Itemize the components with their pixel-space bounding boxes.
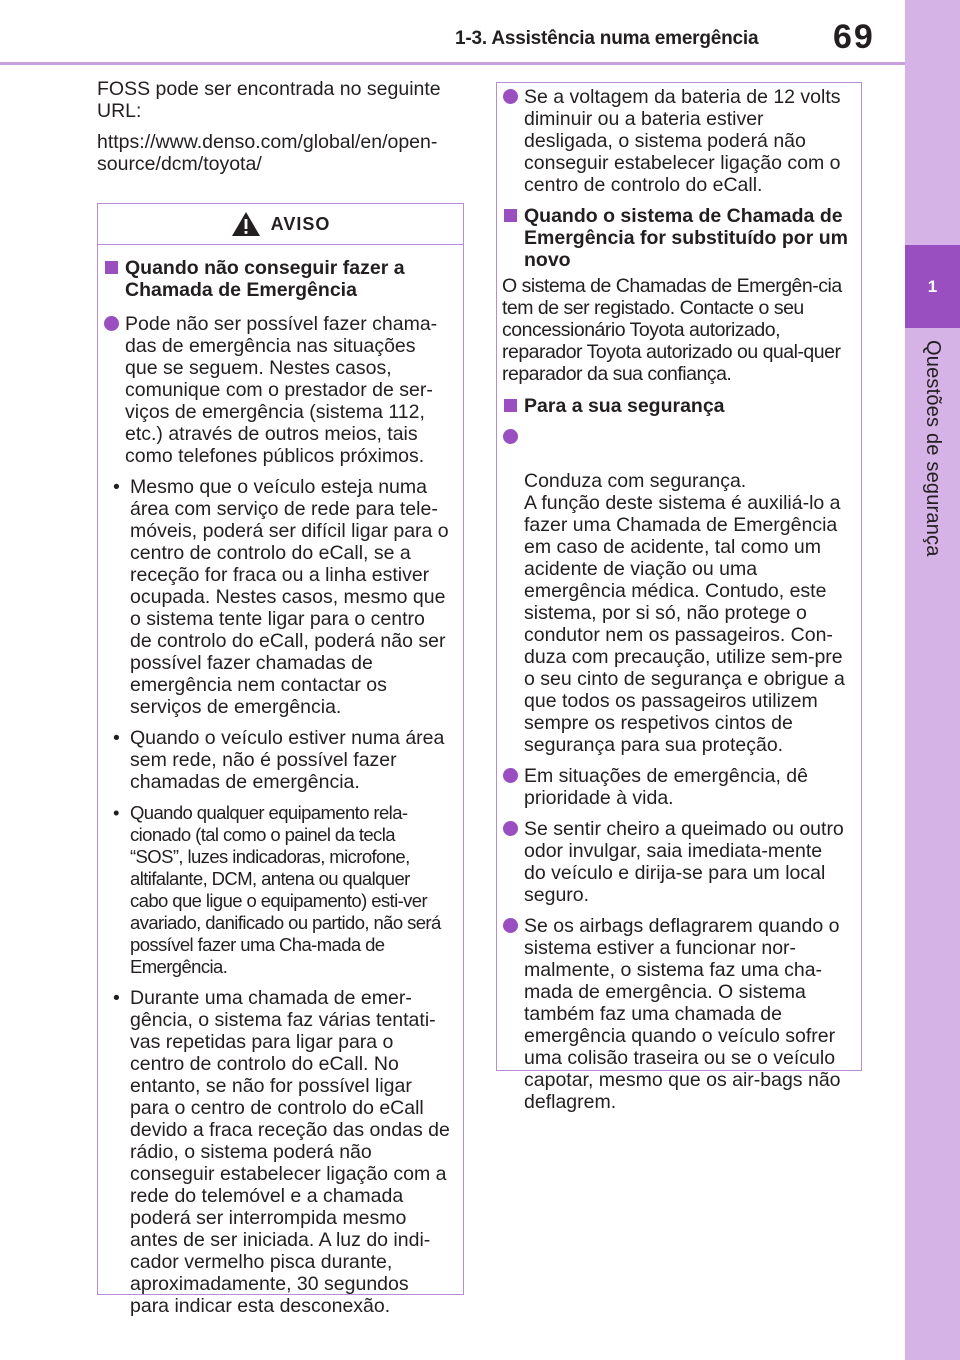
- intro-text: [97, 78, 467, 184]
- bullet-icon: •: [113, 476, 120, 498]
- list-item-text: Pode não ser possível fazer chama-das de emergência nas situações que se seguem. Nestes casos, comunique com o prestador de ser-viços de emergência (sistema 112, etc.) através de outros meios, tais como telefones públicos próximos.: [125, 313, 438, 467]
- chapter-title: Questões de segurança: [922, 340, 944, 557]
- square-bullet-icon: [504, 209, 517, 222]
- page-number: 69: [833, 18, 875, 56]
- circle-bullet-icon: [503, 918, 518, 933]
- section-heading-text: Para a sua segurança: [524, 395, 725, 417]
- paragraph: O sistema de Chamadas de Emergên-cia tem de ser registado. Contacte o seu concessionário Toyota autorizado, reparador Toyota autorizado ou qual-quer reparador da sua confiança.: [502, 275, 842, 385]
- foss-url: https://www.denso.com/global/en/open-source/dcm/toyota/: [97, 131, 438, 175]
- list-item-text: Se os airbags deflagrarem quando o sistema estiver a funcionar nor-malmente, o sistema faz uma cha-mada de emergência. O sistema também faz uma chamada de emergência quando o veículo sofrer uma colisão traseira ou se o veículo capotar, mesmo que os air-bags não deflagrem.: [524, 915, 841, 1113]
- chapter-sidebar: [905, 0, 960, 1360]
- square-bullet-icon: [504, 399, 517, 412]
- warning-heading-text: Quando não conseguir fazer a Chamada de Emergência: [125, 257, 405, 301]
- bullet-text: Durante uma chamada de emer-gência, o sistema faz várias tentati-vas repetidas para ligar para o centro de controlo do eCall. No entanto, se não for possível ligar para o centro de controlo do eCall devido a fraca receção das ondas de rádio, o sistema poderá não conseguir estabelecer ligação com a rede do telemóvel e a chamada poderá ser interrompida mesmo antes de ser iniciada. A luz do indi-cador vermelho pisca durante, aproximadamente, 30 segundos para indicar esta desconexão.: [130, 987, 450, 1317]
- bullet-text: Quando o veículo estiver numa área sem rede, não é possível fazer chamadas de emergência.: [130, 727, 445, 793]
- section-heading: [502, 395, 849, 417]
- bullet-item: [103, 987, 451, 1317]
- list-item-text: Se sentir cheiro a queimado ou outro odor invulgar, saia imediata-mente do veículo e dirija-se para um local seguro.: [524, 818, 844, 906]
- bullet-text: Mesmo que o veículo esteja numa área com serviço de rede para tele-móveis, poderá ser difícil ligar para o centro de controlo do eCall, se a receção for fraca ou a linha estiver ocupada. Nestes casos, mesmo que o sistema tente ligar para o centro de controlo do eCall, poderá não ser possível fazer chamadas de emergência nem contactar os serviços de emergência.: [130, 476, 449, 718]
- list-item-text: Se a voltagem da bateria de 12 volts diminuir ou a bateria estiver desligada, o sistema poderá não conseguir estabelecer ligação com o centro de controlo do eCall.: [524, 86, 841, 196]
- section-heading: [502, 205, 849, 271]
- list-item-text: Em situações de emergência, dê prioridade à vida.: [524, 765, 808, 809]
- bullet-item: [103, 802, 451, 978]
- section-heading-text: Quando o sistema de Chamada de Emergência for substituído por um novo: [524, 205, 848, 271]
- bullet-icon: •: [113, 727, 120, 749]
- warning-heading: [103, 257, 451, 301]
- list-item: [502, 765, 849, 809]
- bullet-item: [103, 476, 451, 718]
- intro-paragraph: FOSS pode ser encontrada no seguinte URL:: [97, 78, 441, 122]
- list-item: [502, 915, 849, 1113]
- list-item: [502, 86, 849, 196]
- circle-bullet-icon: [503, 768, 518, 783]
- bullet-item: [103, 727, 451, 793]
- warning-header: [98, 204, 463, 245]
- warning-title: AVISO: [270, 213, 331, 234]
- list-item: [502, 818, 849, 906]
- square-bullet-icon: [105, 261, 118, 274]
- info-box: [496, 82, 862, 1113]
- bullet-icon: •: [113, 802, 119, 823]
- circle-bullet-icon: [503, 429, 518, 444]
- bullet-text: Quando qualquer equipamento rela-cionado (tal como o painel da tecla “SOS”, luzes indicadoras, microfone, altifalante, DCM, antena ou qualquer cabo que ligue o equipamento) esti-ver avariado, danificado ou partido, não será possível fazer uma Cha-mada de Emergência.: [130, 802, 441, 977]
- list-item: [502, 426, 849, 756]
- circle-bullet-icon: [503, 89, 518, 104]
- warning-box: [97, 203, 464, 1317]
- chapter-tab[interactable]: 1: [905, 245, 960, 328]
- list-item-text: Conduza com segurança. A função deste sistema é auxiliá-lo a fazer uma Chamada de Emergência em caso de acidente, tal como um acidente de viação ou uma emergência médica. Contudo, este sistema, por si só, não protege o condutor nem os passageiros. Con-duza com precaução, utilize sem-pre o seu cinto de segurança e obrigue a que todos os passageiros utilizem sempre os respetivos cintos de segurança para sua proteção.: [524, 470, 845, 756]
- warning-triangle-icon: [231, 211, 261, 237]
- section-title: 1-3. Assistência numa emergência: [455, 28, 759, 49]
- circle-bullet-icon: [503, 821, 518, 836]
- list-item: [103, 313, 451, 467]
- bullet-icon: •: [113, 987, 120, 1009]
- header-rule: [0, 62, 905, 65]
- circle-bullet-icon: [104, 316, 119, 331]
